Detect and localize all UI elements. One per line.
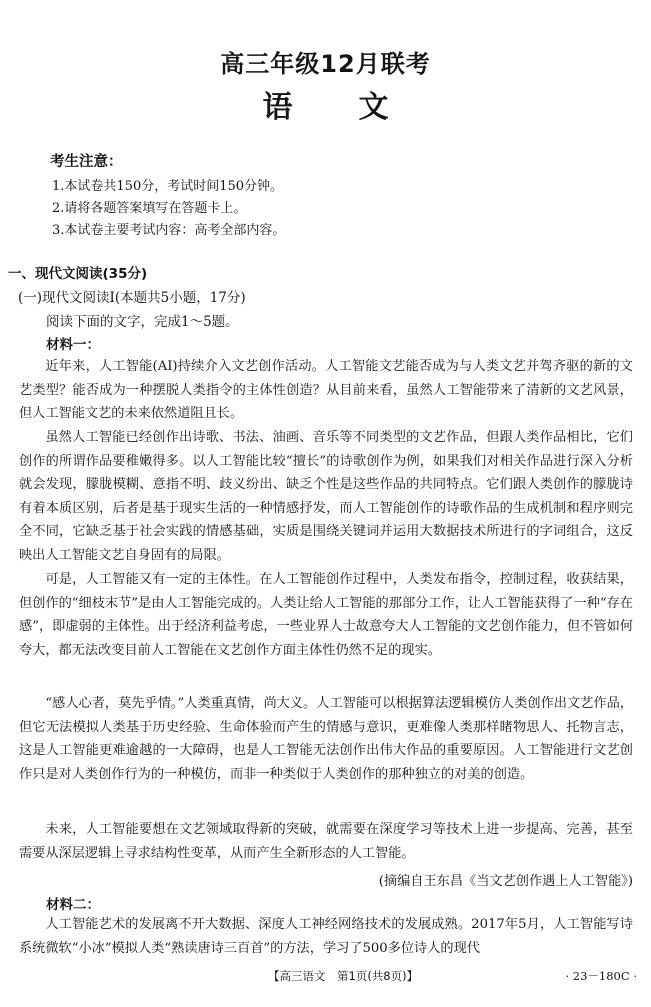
exam-code: · 23－180C ·	[565, 969, 637, 983]
page-number: 【高三语文 第1页(共8页)】	[268, 969, 419, 983]
material-2-paragraph: 人工智能艺术的发展离不开大数据、深度人工神经网络技术的发展成熟。2017年5月，人工智能写诗系统微软“小冰”模拟人类“熟读唐诗三百首”的方法，学习了500多位诗人的现代	[19, 917, 633, 956]
material-1-paragraph: 近年来，人工智能(AI)持续介入文艺创作活动。人工智能文艺能否成为与人类文艺并驾齐驱的新的文艺类型？能否成为一种摆脱人类指令的主体性创造？从目前来看，虽然人工智能带来了清新的文艺风景，但人工智能文艺的未来依然道阻且长。	[19, 359, 633, 422]
subject-title: 语文	[262, 90, 455, 125]
exam-title: 高三年级12月联考	[220, 50, 431, 78]
section-instruction: 阅读下面的文字，完成1～5题。	[46, 314, 239, 330]
material-1-label: 材料一：	[46, 337, 100, 353]
material-1-paragraph: 虽然人工智能已经创作出诗歌、书法、油画、音乐等不同类型的文艺作品，但跟人类作品相比，它们创作的所谓作品要稚嫩得多。以人工智能比较“擅长”的诗歌创作为例，如果我们对相关作品进行深入分析就会发现，朦胧模糊、意指不明、歧义纷出、缺乏个性是这些作品的共同特点。它们跟人类创作的朦胧诗有着本质区别，后者是基于现实生活的一种情感抒发，而人工智能创作的诗歌作品的生成机制和程序则完全不同，它缺乏基于社会实践的情感基础，实质是围绕关键词并运用大数据技术所进行的字词组合，这反映出人工智能文艺自身固有的局限。	[19, 430, 633, 563]
notice-item: 1.本试卷共150分，考试时间150分钟。	[52, 179, 284, 194]
material-1-paragraph: 可是，人工智能又有一定的主体性。在人工智能创作过程中，人类发布指令，控制过程，收获结果，但创作的“细枝末节”是由人工智能完成的。人类让给人工智能的那部分工作，让人工智能获得了一种“存在感”，即虚弱的主体性。出于经济利益考虑，一些业界人士故意夸大人工智能的文艺创作能力，但不管如何夸大，都无法改变目前人工智能在文艺创作方面主体性仍然不足的现实。	[19, 572, 633, 658]
notice-item: 2.请将各题答案填写在答题卡上。	[52, 201, 247, 216]
material-1-paragraph: “感人心者，莫先乎情。”人类重真情，尚大义。人工智能可以根据算法逻辑模仿人类创作出文艺作品，但它无法模拟人类基于历史经验、生命体验而产生的情感与意识，更难像人类那样睹物思人、托物言志，这是人工智能更难逾越的一大障碍，也是人工智能无法创作出伟大作品的重要原因。人工智能进行文艺创作只是对人类创作行为的一种模仿，而非一种类似于人类创作的那种独立的对美的创造。	[19, 696, 633, 782]
notice-heading: 考生注意：	[50, 154, 123, 170]
material-1-source: (摘编自王东昌《当文艺创作遇上人工智能》)	[378, 874, 633, 889]
notice-item: 3.本试卷主要考试内容：高考全部内容。	[52, 223, 286, 238]
section-subtitle: (一)现代文阅读Ⅰ(本题共5小题，17分)	[18, 290, 246, 306]
material-2-label: 材料二：	[46, 897, 100, 913]
section-title: 一、现代文阅读(35分)	[8, 266, 148, 282]
material-1-paragraph: 未来，人工智能要想在文艺领域取得新的突破，就需要在深度学习等技术上进一步提高、完善，甚至需要从深层逻辑上寻求结构性变革，从而产生全新形态的人工智能。	[19, 822, 633, 861]
